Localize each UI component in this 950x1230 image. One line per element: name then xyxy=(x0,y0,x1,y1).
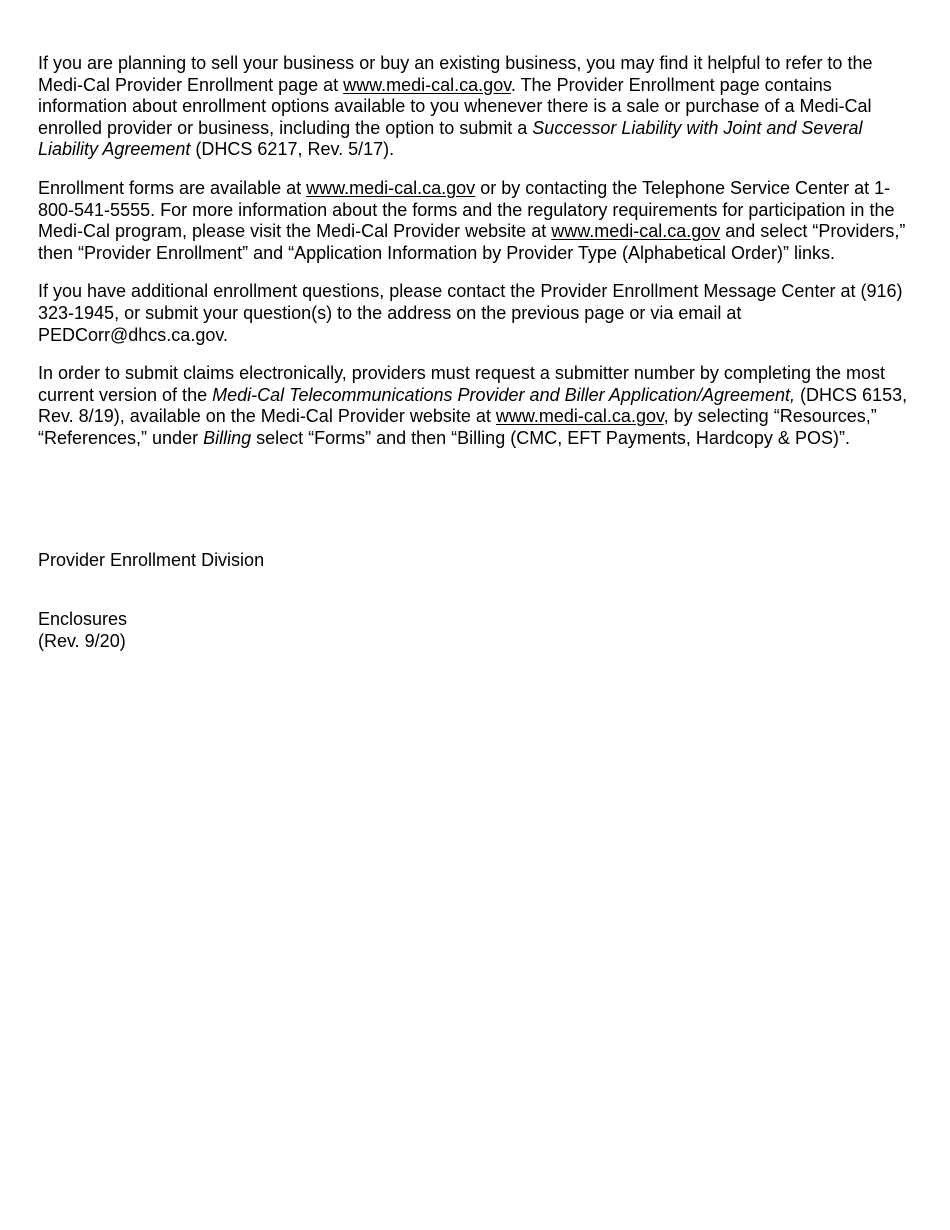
form-title: Medi-Cal Telecommunications Provider and Biller Application/Agreement, xyxy=(212,384,796,405)
text: . The Provider Enrollment page contains information about enrollment options available to you whenever there is a sale or purchase of a Medi-Cal enrolled provider or business, including the option to submit a xyxy=(38,74,872,138)
letter-body xyxy=(38,53,914,467)
medi-cal-link[interactable]: www.medi-cal.ca.gov xyxy=(495,406,664,427)
paragraph-enrollment-forms xyxy=(38,178,914,264)
text: and select “Providers,” then “Provider Enrollment” and “Application Information by Provider Type (Alphabetical Order)” links. xyxy=(38,221,906,263)
text: Enrollment forms are available at xyxy=(38,177,307,198)
text: (DHCS 6153, Rev. 8/19), available on the Medi-Cal Provider website at xyxy=(38,384,908,427)
text: In order to submit claims electronically, providers must request a submitter number by completing the most current version of the xyxy=(38,363,886,405)
medi-cal-link[interactable]: www.medi-cal.ca.gov xyxy=(306,177,476,198)
form-title: Successor Liability with Joint and Several Liability Agreement xyxy=(38,117,863,160)
text: If you have additional enrollment questions, please contact the Provider Enrollment Message Center at (916) 323-1945, or submit your question(s) to the address on the previous page or via email at PEDCorr@dhcs.ca.gov. xyxy=(38,281,903,345)
medi-cal-link[interactable]: www.medi-cal.ca.gov xyxy=(343,74,511,95)
medi-cal-link[interactable]: www.medi-cal.ca.gov xyxy=(551,221,721,242)
revision-note: (Rev. 9/20) xyxy=(38,630,126,651)
enclosures-block xyxy=(38,609,127,652)
text: , by selecting “Resources,” “References,” under xyxy=(38,406,877,448)
text: (DHCS 6217, Rev. 5/17). xyxy=(190,139,395,160)
signature-block: Provider Enrollment Division xyxy=(38,550,265,570)
text: or by contacting the Telephone Service Center at 1-800-541-5555. For more information about the forms and the regulatory requirements for participation in the Medi-Cal program, please visit the Medi-Cal Provider website at xyxy=(38,177,895,242)
paragraph-claims xyxy=(38,363,914,449)
text: If you are planning to sell your business or buy an existing business, you may find it helpful to refer to the Medi-Cal Provider Enrollment page at xyxy=(38,53,873,95)
enclosures-label: Enclosures xyxy=(38,609,128,629)
paragraph-sale-purchase xyxy=(38,53,914,161)
billing-italic: Billing xyxy=(203,427,252,448)
paragraph-questions xyxy=(38,281,914,346)
text: select “Forms” and then “Billing (CMC, EFT Payments, Hardcopy & POS)”. xyxy=(251,427,850,448)
